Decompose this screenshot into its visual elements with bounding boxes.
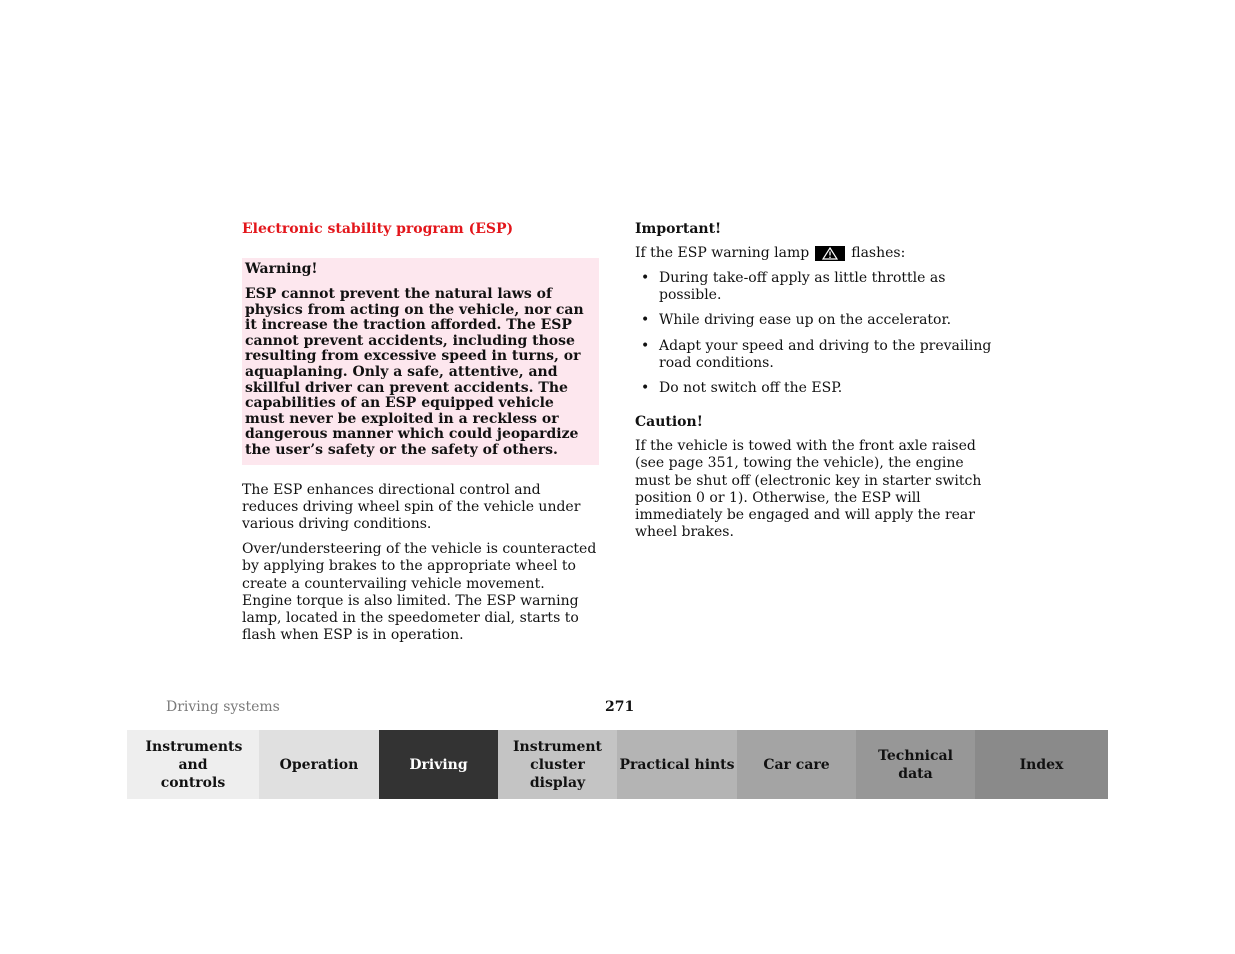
nav-tab-driving[interactable]: Driving (379, 730, 498, 799)
nav-tab-instrument-cluster-display[interactable]: Instrument cluster display (498, 730, 617, 799)
important-heading: Important! (635, 221, 722, 237)
bottom-nav (127, 730, 1108, 799)
list-item: • Do not switch off the ESP. (641, 380, 843, 397)
footer-section-title: Driving systems (166, 699, 280, 715)
right-column (635, 219, 995, 541)
nav-tab-instruments-and-controls[interactable]: Instruments and controls (127, 730, 259, 799)
page-number: 271 (605, 699, 635, 715)
warning-title: Warning! (245, 261, 318, 277)
list-item: • While driving ease up on the accelerator. (641, 312, 952, 329)
section-heading: Electronic stability program (ESP) (242, 221, 514, 237)
paragraph-oversteering: Over/understeering of the vehicle is counteracted by applying brakes to the appropriate wheel to create a countervailing vehicle movement. Engine torque is also limited. The ESP warning lamp, located in the speedometer dial, starts to flash when ESP is in operation. (242, 541, 597, 644)
caution-heading: Caution! (635, 414, 703, 431)
caution-text: If the vehicle is towed with the front axle raised (see page 351, towing the vehicle), the engine must be shut off (electronic key in starter switch position 0 or 1). Otherwise, the ESP will immediately be engaged and will apply the rear wheel brakes. (635, 438, 982, 541)
nav-tab-technical-data[interactable]: Technical data (856, 730, 975, 799)
list-item: • Adapt your speed and driving to the prevailing road conditions. (641, 337, 992, 371)
warning-triangle-icon (815, 246, 845, 261)
nav-tab-index[interactable]: Index (975, 730, 1108, 799)
nav-tab-operation[interactable]: Operation (259, 730, 379, 799)
lamp-line (635, 245, 995, 262)
warning-box (242, 258, 599, 465)
nav-tab-practical-hints[interactable]: Practical hints (617, 730, 737, 799)
bullet-list (635, 270, 995, 397)
lamp-text-after: flashes: (851, 245, 906, 261)
warning-text: ESP cannot prevent the natural laws of physics from acting on the vehicle, nor can it increase the traction afforded. The ESP cannot prevent accidents, including those resulting from excessive speed in turns, or aquaplaning. Only a safe, attentive, and skillful driver can prevent accidents. The capabilities of an ESP equipped vehicle must never be exploited in a reckless or dangerous manner which could jeopardize the user’s safety or the safety of others. (245, 286, 584, 458)
lamp-text-before: If the ESP warning lamp (635, 245, 810, 261)
left-column (242, 219, 599, 644)
nav-tab-car-care[interactable]: Car care (737, 730, 856, 799)
list-item: • During take-off apply as little throttle as possible. (641, 270, 946, 304)
paragraph-esp-enhances: The ESP enhances directional control and reduces driving wheel spin of the vehicle under various driving conditions. (242, 481, 581, 532)
